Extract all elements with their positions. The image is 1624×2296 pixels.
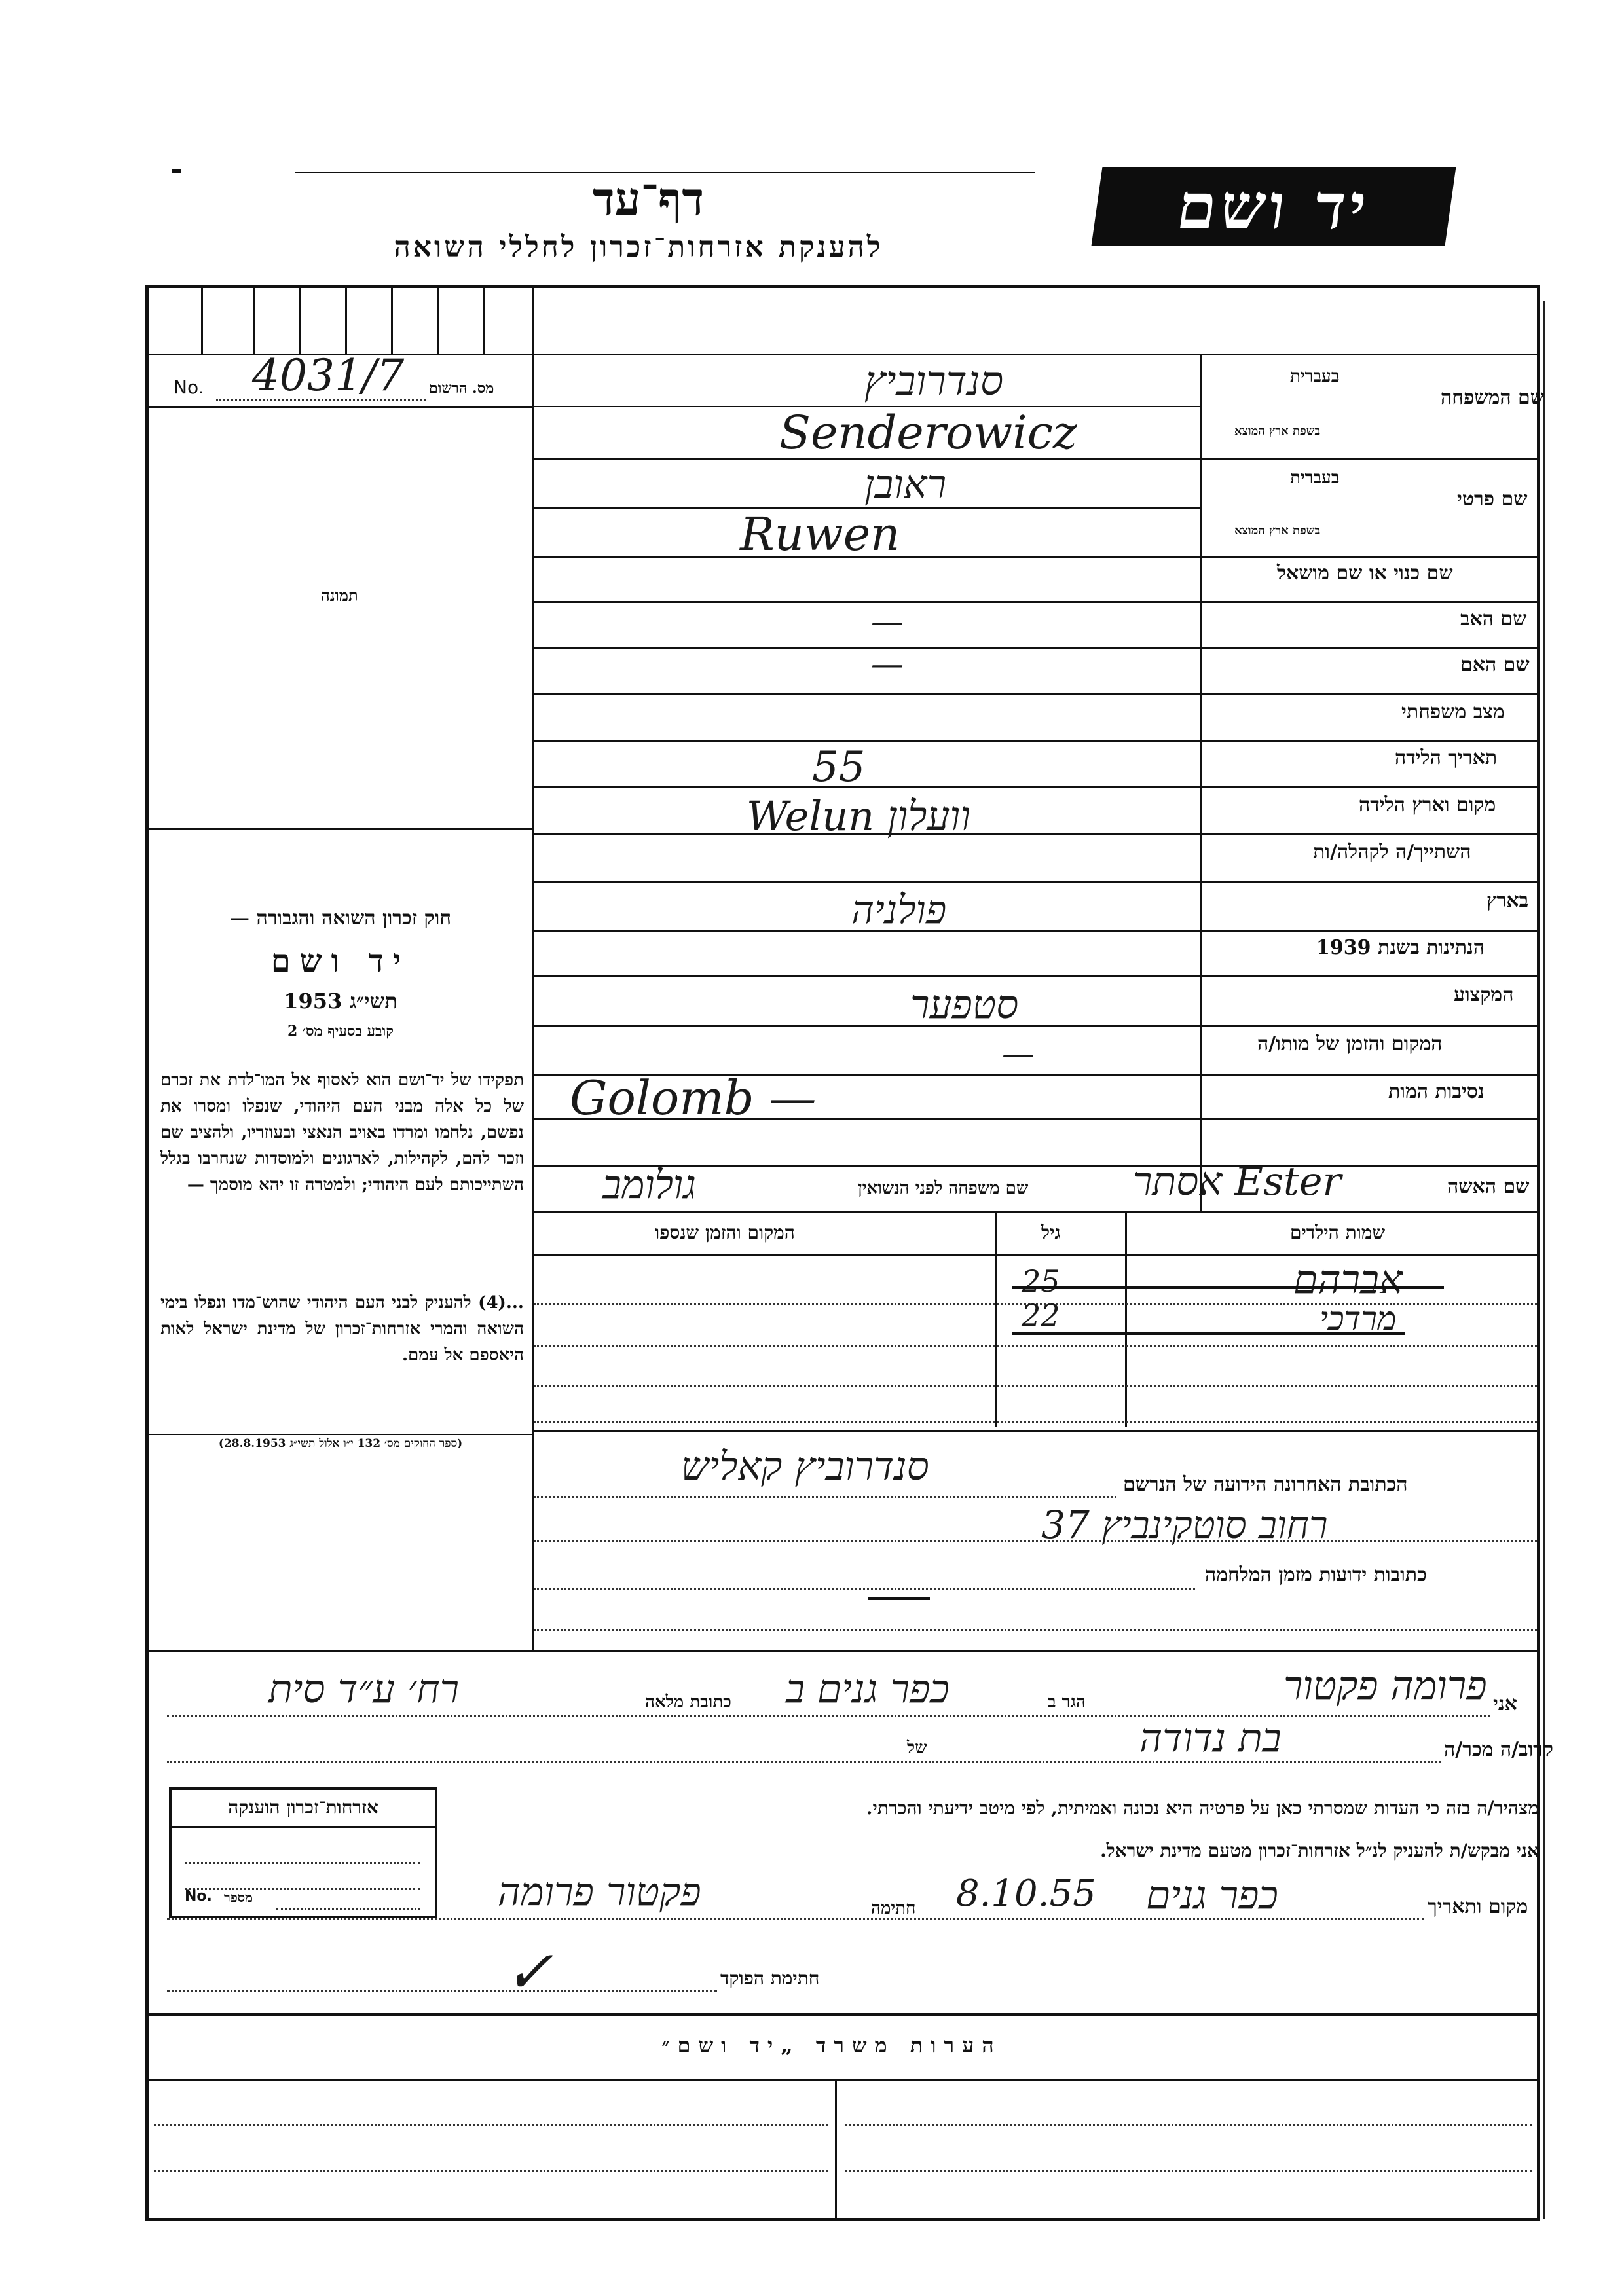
death-place-label: המקום והזמן של מותו/ה	[1257, 1032, 1443, 1055]
citizenship-granted-box	[169, 1787, 437, 1918]
law-ref: קובע בסעיף מס׳ 2	[287, 1023, 394, 1040]
child-name: מרדכי	[1320, 1300, 1397, 1338]
tick-boxes	[149, 288, 532, 354]
declarant-city: כפר גנים ב	[786, 1666, 950, 1712]
registration-number: 4031/7	[252, 350, 405, 401]
family-name-local-value: Senderowicz	[779, 406, 1077, 460]
father-label: שם האב	[1460, 608, 1527, 630]
stray-mark	[172, 169, 181, 173]
declaration-text: מצהיר/ה בזה כי העדות שמסרתי כאן על פרטיה היא נכונה ואמיתית, לפי מיטב ידיעתי והכרתי.	[866, 1797, 1539, 1819]
children-name-header: שמות הילדים	[1290, 1222, 1386, 1243]
declarant-lives-label: הגר ב	[1048, 1692, 1086, 1712]
declarant-address: רח׳ ע״ד סית	[268, 1666, 460, 1712]
law-year: תשי״ג 1953	[284, 989, 397, 1013]
country-value: פולניה	[851, 887, 947, 933]
mother-value: —	[871, 645, 904, 683]
family-name-label: שם המשפחה	[1441, 386, 1545, 409]
first-name-local-value: Ruwen	[740, 507, 900, 561]
child-age: 22	[1022, 1298, 1060, 1333]
family-name-heb-value: סנדרוביץ	[864, 357, 1004, 405]
photo-label: תמונה	[321, 586, 358, 605]
form-subtitle: להענקת אזרחות־זכרון לחללי השואה	[394, 230, 883, 264]
declarant-address-label: כתובת מלאה	[645, 1692, 731, 1712]
first-name-label: שם פרטי	[1457, 488, 1528, 511]
birth-place-label: מקום וארץ הלידה	[1359, 793, 1496, 816]
wife-value: אסתר Ester	[1133, 1159, 1342, 1205]
death-cause-value: Golomb —	[570, 1070, 817, 1125]
profession-label: המקצוע	[1454, 983, 1514, 1006]
wife-label: שם האשה	[1447, 1175, 1530, 1198]
signature-value: פקטור פרומה	[498, 1869, 701, 1915]
last-address-line-2: רחוב סוטקינביץ 37	[1041, 1503, 1328, 1547]
maiden-name-value: גולומב	[602, 1162, 697, 1208]
child-age: 25	[1022, 1264, 1060, 1299]
citizenship-box-no: No.	[185, 1888, 212, 1904]
last-address-line-1: סנדרוביץ קאליש	[681, 1444, 929, 1489]
war-address-label: כתובות ידועות מזמן המלחמה	[1205, 1563, 1427, 1586]
first-name-heb-value: ראובן	[864, 462, 947, 507]
registration-no-label: No.	[174, 376, 204, 398]
registration-label: מס. הרשום	[429, 380, 494, 397]
child-name: אברהם	[1293, 1257, 1403, 1303]
form-title: דף־עד	[592, 172, 704, 226]
last-address-label: הכתובת האחרונה הידועה של הנרשם	[1123, 1473, 1408, 1496]
first-name-sub-heb: בעברית	[1290, 468, 1340, 488]
family-name-sub-heb: בעברית	[1290, 367, 1340, 386]
declarant-name: פרומה פקטור	[1283, 1663, 1487, 1709]
citizenship-1939-label: הנתינות בשנת 1939	[1316, 936, 1485, 959]
citizenship-box-no-heb: מספר	[224, 1889, 253, 1905]
maiden-name-label: שם משפחה לפני הנשואין	[858, 1178, 1029, 1198]
official-signature-mark: ✓	[504, 1938, 554, 2007]
official-signature-label: חתימת הפוקד	[720, 1967, 820, 1989]
signature-label: חתימה	[871, 1899, 916, 1918]
law-name: יד ושם	[270, 943, 411, 979]
country-label: בארץ	[1486, 889, 1529, 912]
mother-label: שם האם	[1460, 653, 1530, 676]
law-footnote: (ספר החוקים מס׳ 132 י״ו אלול תשי״ג 28.8.1953)	[218, 1437, 463, 1450]
declarant-relation-label: קרוב/ה מכר/ה	[1444, 1738, 1553, 1761]
date-value: 8.10.55	[956, 1872, 1096, 1915]
death-cause-label: נסיבות המות	[1388, 1080, 1485, 1103]
father-value: —	[871, 602, 904, 640]
law-title: חוק זכרון השואה והגבורה —	[230, 907, 451, 930]
birth-date-value: 55	[812, 743, 866, 792]
place-date-label: מקום ותאריך	[1428, 1895, 1528, 1918]
nickname-label: שם כנוי או שם מושאל	[1277, 562, 1453, 585]
table-row	[534, 1298, 1537, 1345]
birth-date-label: תאריך הלידה	[1395, 746, 1498, 769]
yad-vashem-logo: יד ושם	[1092, 167, 1456, 246]
community-label: השתייך/ה לקהלה/ות	[1313, 841, 1471, 864]
law-paragraph-1: תפקידו של יד־ושם הוא לאסוף אל המו־לדת את זכרם של כל אלה מבני העם היהודי, שנפלו ומסרו את נפשם, נלחמו ומרדו באויב הנאצי ובעוזריו, ולהציב שם וזכר להם, לקהילות, לארגונים ולמוסדות שנחרבו בגלל השתייכותם לעם היהודי; ולמטרה זו יהא מוסמך —	[160, 1070, 524, 1195]
declarant-relation: בת נדודה	[1139, 1715, 1282, 1761]
declarant-prefix: אני	[1493, 1692, 1517, 1715]
marital-status-label: מצב משפחתי	[1401, 701, 1505, 723]
children-age-header: גיל	[1041, 1222, 1061, 1243]
children-place-header: המקום והזמן שנספו	[655, 1222, 795, 1243]
office-notes-title: הערות משרד „יד ושם״	[661, 2033, 1002, 2058]
place-value: כפר גנים	[1146, 1872, 1278, 1918]
table-row	[534, 1257, 1537, 1303]
profession-value: סטפער	[910, 982, 1019, 1028]
birth-place-value: Welun וועלון	[747, 792, 971, 840]
law-paragraph-2: ...(4) להעניק לבני העם היהודי שהוש־מדו ונפלו בימי השואה והמרי אזרחות־זכרון של מדינת ישראל לאות היאספם אל עמם.	[160, 1293, 524, 1365]
citizenship-box-title: אזרחות־זכרון הוענקה	[228, 1796, 378, 1818]
family-name-sub-local: בשפת ארץ המוצא	[1234, 424, 1321, 438]
death-place-value: —	[1002, 1034, 1035, 1072]
declarant-of-label: של	[907, 1738, 927, 1758]
first-name-sub-local: בשפת ארץ המוצא	[1234, 524, 1321, 538]
request-text: אני מבקש/ת להעניק לנ״ל אזרחות־זכרון מטעם מדינת ישראל.	[1099, 1840, 1539, 1861]
